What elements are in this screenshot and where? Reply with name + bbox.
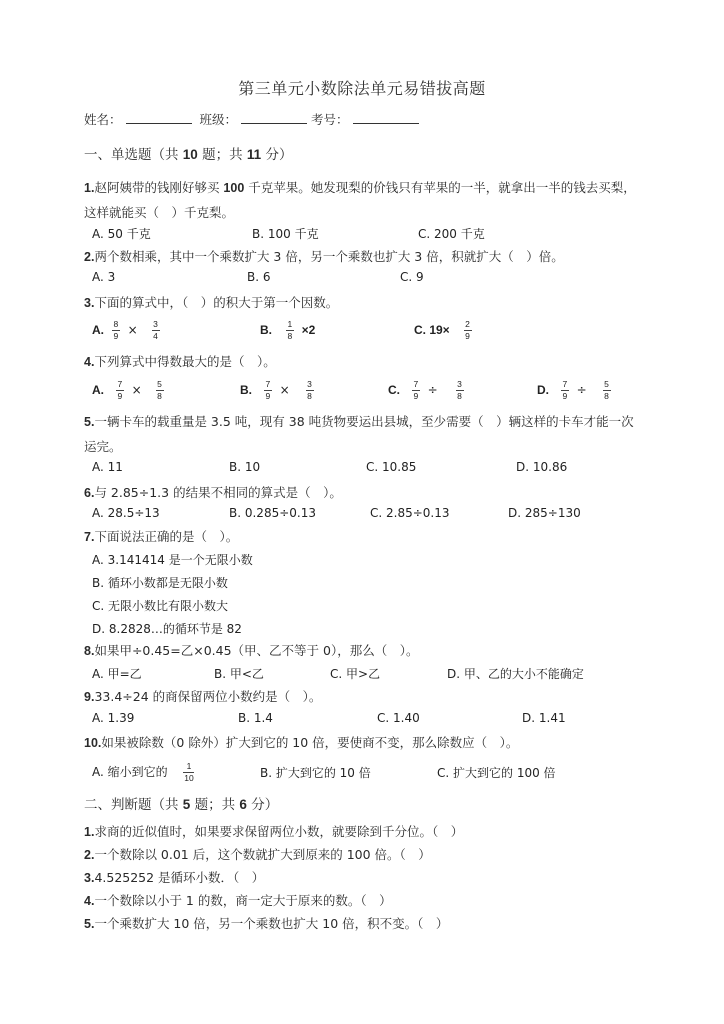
q8-option-c[interactable]: C. 甲>乙 [330,667,381,681]
numerator: 7 [117,379,123,389]
heading-text: 分） [261,147,293,163]
numerator: 7 [562,379,568,389]
name-label: 姓名： [84,112,122,127]
q6-option-c[interactable]: C. 2.85÷0.13 [370,506,450,520]
q10-option-b[interactable]: B. 扩大到它的 10 倍 [260,766,371,780]
question-text: 一个数除以小于 1 的数，商一定大于原来的数。（ ） [94,893,392,908]
name-blank [126,113,192,124]
numerator: 5 [157,379,162,389]
score-total: 11 [246,147,262,162]
judge-question-4 [84,891,392,909]
question-text: 下列算式中得数最大的是（ ）。 [94,354,276,369]
denominator: 4 [153,331,158,341]
fraction [603,380,611,401]
denominator: 9 [265,391,271,401]
heading-text: 一、单选题（共 [84,147,183,163]
fraction [412,380,420,401]
numerator: 8 [113,319,119,329]
q6-option-d[interactable]: D. 285÷130 [508,506,581,520]
question-number: 1. [84,825,95,839]
question-number: 9. [84,690,95,704]
heading-text: 题；共 [190,797,240,813]
fraction [183,762,194,783]
fraction [286,320,294,341]
judge-question-3 [84,868,264,886]
denominator: 9 [113,331,119,341]
denominator: 10 [184,773,194,783]
operator: ÷ [427,383,438,397]
option-label: B. [260,323,272,337]
question-number: 5. [84,415,95,429]
numerator: 5 [604,379,609,389]
q3-option-c[interactable] [414,320,476,341]
denominator: 8 [604,391,609,401]
question-text: 一辆卡车的载重量是 3.5 吨，现有 38 吨货物要运出县城，至少需要（ ）辆这样的卡车才能一次 [94,414,634,429]
numerator: 1 [186,761,192,771]
option-label: B. [240,383,252,397]
q8-option-a[interactable]: A. 甲=乙 [92,667,142,681]
section1-heading [84,143,293,163]
question-text: 33.4÷24 的商保留两位小数约是（ ）。 [94,689,322,704]
q9-option-b[interactable]: B. 1.4 [238,711,273,725]
q5-option-b[interactable]: B. 10 [229,460,261,474]
q1-option-b[interactable]: B. 100 千克 [252,227,319,241]
numerator: 1 [287,319,293,329]
question-number: 7. [84,530,95,544]
q2-option-b[interactable]: B. 6 [247,270,271,284]
section2-heading [84,793,278,813]
heading-text: 二、判断题（共 [84,797,183,813]
numerator: 2 [465,319,470,329]
q5-option-c[interactable]: C. 10.85 [366,460,417,474]
question-number: 3. [84,296,95,310]
q10-option-a[interactable] [92,762,198,783]
exam-no-label: 考号： [311,112,349,127]
fraction [112,320,120,341]
numerator: 7 [413,379,419,389]
question-number: 3. [84,871,95,885]
operator: × [127,323,138,337]
judge-question-1 [84,822,463,840]
fraction [152,320,160,341]
q3-option-b[interactable] [260,320,315,341]
question-text: 赵阿姨带的钱刚好够买 [94,180,224,195]
question-text: 如果甲÷0.45=乙×0.45（甲、乙不等于 0），那么（ ）。 [94,643,419,658]
question-text: 两个数相乘，其中一个乘数扩大 3 倍，另一个乘数也扩大 3 倍，积就扩大（ ）倍。 [94,249,564,264]
question-number: 5. [84,917,95,931]
denominator: 8 [457,391,462,401]
question-5-line2: 运完。 [84,439,122,454]
q1-option-a[interactable]: A. 50 千克 [92,227,151,241]
operator: ×2 [301,323,316,337]
q7-option-b[interactable]: B. 循环小数都是无限小数 [92,576,228,590]
fraction [561,380,569,401]
class-label: 班级： [199,112,238,127]
question-number: 2. [84,250,95,264]
option-label: D. [537,383,549,397]
question-2 [84,247,564,265]
numerator: 3 [457,379,462,389]
operator: × [131,383,142,397]
q8-option-d[interactable]: D. 甲、乙的大小不能确定 [447,667,584,681]
question-number-value: 100 [223,181,245,195]
question-text: 下面的算式中，（ ）的积大于第一个因数。 [94,295,339,310]
question-number: 6. [84,486,95,500]
question-text: 一个数除以 0.01 后，这个数就扩大到原来的 100 倍。（ ） [94,847,431,862]
q6-option-b[interactable]: B. 0.285÷0.13 [229,506,316,520]
option-label: A. [92,323,104,337]
q4-option-b[interactable] [240,380,318,401]
question-9 [84,687,321,705]
q2-option-c[interactable]: C. 9 [400,270,424,284]
fraction [306,380,314,401]
option-label: A. [92,383,104,397]
q3-option-a[interactable] [92,320,164,341]
question-text: 千克苹果。她发现梨的价钱只有苹果的一半，就拿出一半的钱去买梨， [244,180,636,195]
judge-question-5 [84,914,448,932]
numerator: 7 [265,379,271,389]
q4-option-d[interactable] [537,380,615,401]
question-number: 1. [84,181,95,195]
question-text: 一个乘数扩大 10 倍，另一个乘数也扩大 10 倍，积不变。（ ） [94,916,449,931]
q5-option-a[interactable]: A. 11 [92,460,123,474]
judge-question-2 [84,845,431,863]
denominator: 9 [562,391,568,401]
question-number: 2. [84,848,95,862]
operator: × [279,383,290,397]
question-number: 4. [84,355,95,369]
q8-option-b[interactable]: B. 甲<乙 [214,667,264,681]
question-7 [84,527,238,545]
question-10 [84,733,518,751]
heading-text: 题；共 [197,147,247,163]
denominator: 9 [413,391,419,401]
numerator: 3 [153,319,158,329]
page-title: 第三单元小数除法单元易错拔高题 [238,79,486,98]
exam-no-blank [353,113,419,124]
q7-option-a[interactable]: A. 3.141414 是一个无限小数 [92,553,253,567]
question-text: 下面说法正确的是（ ）。 [94,529,239,544]
question-count: 10 [182,147,198,162]
q7-option-d[interactable]: D. 8.2828…的循环节是 82 [92,622,242,636]
question-number: 8. [84,644,95,658]
option-label: C. [388,383,400,397]
q5-option-d[interactable]: D. 10.86 [516,460,568,474]
q2-option-a[interactable]: A. 3 [92,270,116,284]
question-number: 10. [84,736,102,750]
fraction [156,380,164,401]
q4-option-a[interactable] [92,380,168,401]
fraction [264,380,272,401]
q9-option-c[interactable]: C. 1.40 [377,711,420,725]
denominator: 8 [287,331,293,341]
question-text: 与 2.85÷1.3 的结果不相同的算式是（ ）。 [94,485,342,500]
denominator: 8 [157,391,162,401]
question-text: 求商的近似值时，如果要求保留两位小数，就要除到千分位。（ ） [94,824,464,839]
q4-option-c[interactable] [388,380,468,401]
fraction [456,380,464,401]
question-1 [84,178,636,196]
class-blank [241,113,307,124]
fraction [464,320,472,341]
denominator: 9 [117,391,123,401]
option-label: C. 19× [414,323,450,337]
question-8 [84,641,418,659]
q9-option-a[interactable]: A. 1.39 [92,711,135,725]
option-label: A. 缩小到它的 [92,765,168,779]
denominator: 8 [307,391,312,401]
question-number: 4. [84,894,95,908]
header-fields [84,110,423,128]
q10-option-c[interactable]: C. 扩大到它的 100 倍 [437,766,556,780]
q7-option-c[interactable]: C. 无限小数比有限小数大 [92,599,229,613]
fraction [116,380,124,401]
question-count: 5 [182,797,191,812]
question-6 [84,483,342,501]
q6-option-a[interactable]: A. 28.5÷13 [92,506,160,520]
denominator: 9 [465,331,470,341]
question-5 [84,412,634,430]
question-3 [84,293,338,311]
q9-option-d[interactable]: D. 1.41 [522,711,566,725]
question-4 [84,352,276,370]
operator: ÷ [576,383,587,397]
q1-option-c[interactable]: C. 200 千克 [418,227,485,241]
heading-text: 分） [246,797,279,813]
question-text: 4.525252 是循环小数．（ ） [94,870,265,885]
score-total: 6 [239,797,247,812]
question-text: 如果被除数（0 除外）扩大到它的 10 倍，要使商不变，那么除数应（ ）。 [101,735,519,750]
question-1-line2: 这样就能买（ ）千克梨。 [84,205,235,220]
numerator: 3 [307,379,312,389]
